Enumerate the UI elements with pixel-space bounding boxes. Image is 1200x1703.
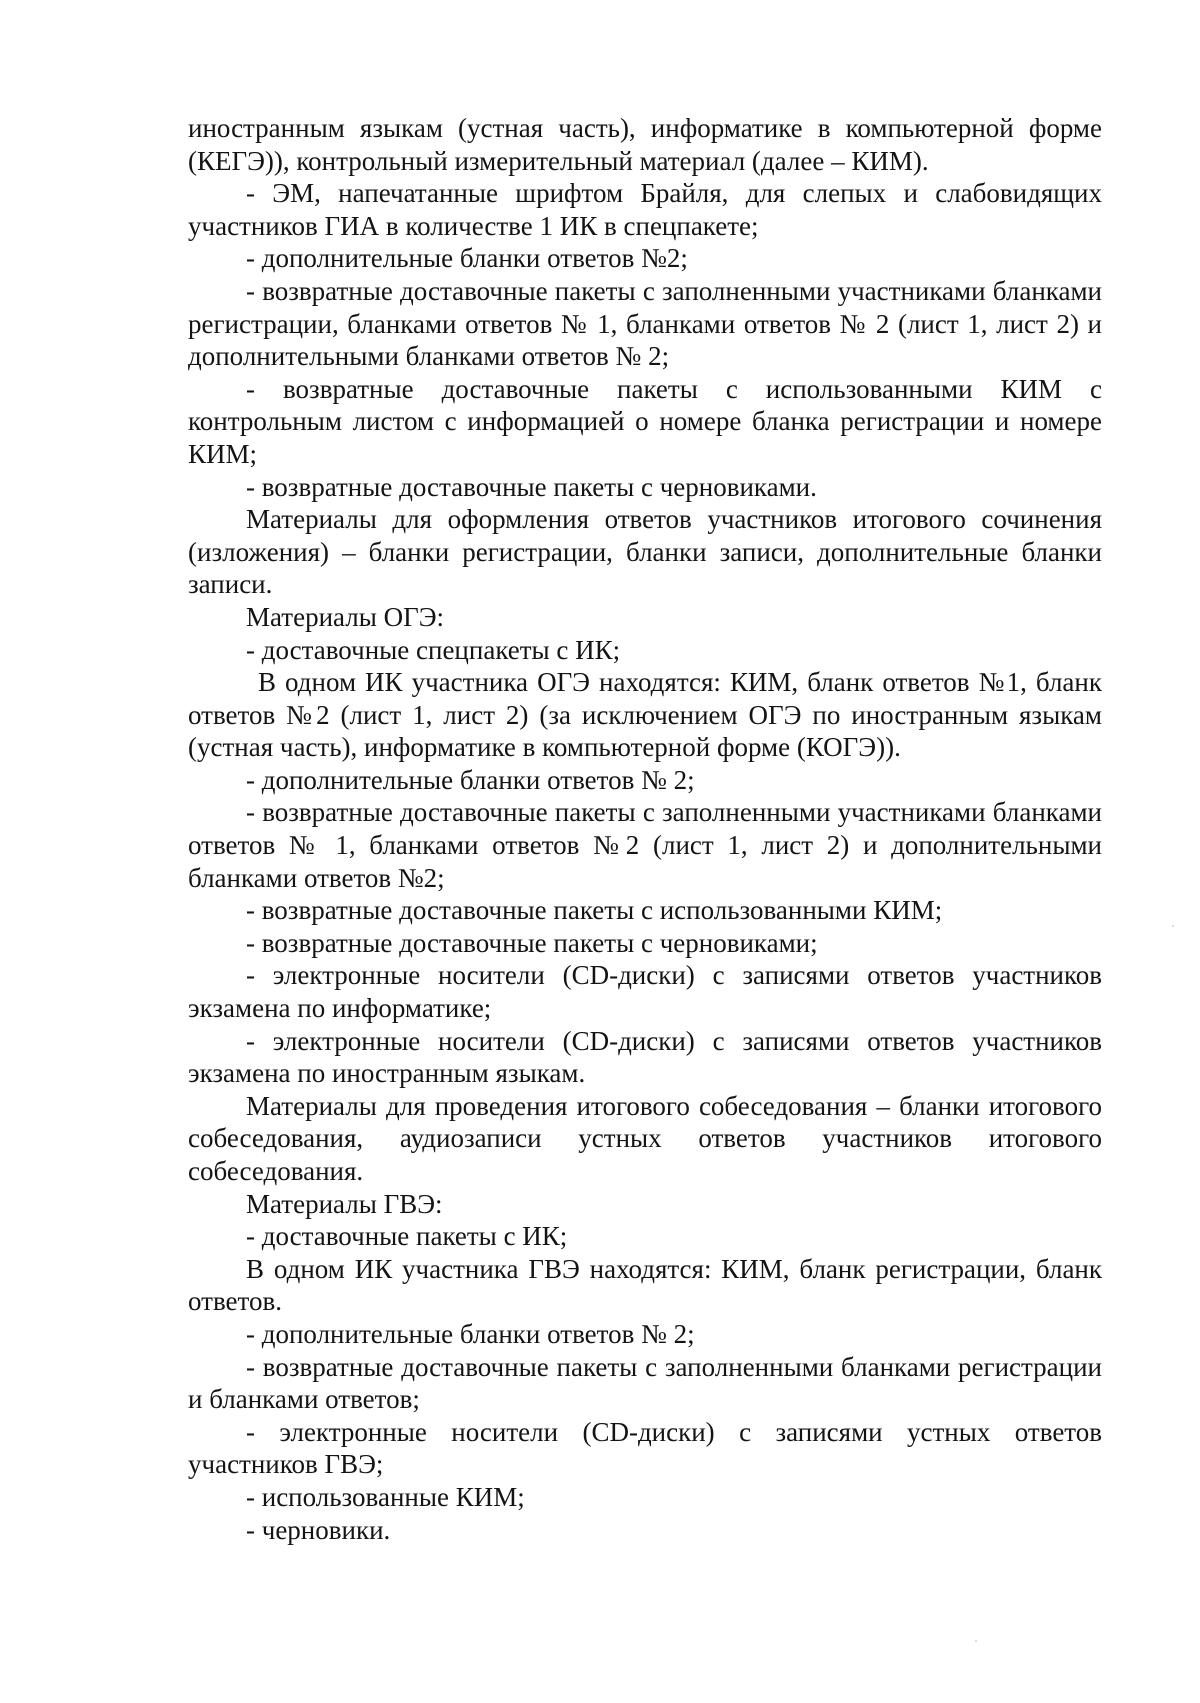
list-item-oge-return-filled: - возвратные доставочные пакеты с заполненными участниками бланками ответов № 1, бланками ответов №2 (лист 1, лист 2) и дополнительными бланками ответов №2;: [188, 797, 1102, 893]
paragraph-essay-materials: Материалы для оформления ответов участников итогового сочинения (изложения) – бланки регистрации, бланки записи, дополнительные бланки записи.: [188, 504, 1102, 600]
list-item-return-packets-filled: - возвратные доставочные пакеты с заполненными участниками бланками регистрации, бланками ответов № 1, бланками ответов № 2 (лист 1, лист 2) и дополнительными бланками ответов № 2;: [188, 275, 1102, 372]
paragraph-gve-ik-contents: В одном ИК участника ГВЭ находятся: КИМ, бланк регистрации, бланк ответов.: [188, 1253, 1102, 1317]
list-item-return-packets-drafts: - возвратные доставочные пакеты с черновиками.: [246, 471, 817, 502]
document-page: [188, 112, 1102, 1546]
list-item-drafts: - черновики.: [246, 1514, 391, 1545]
list-item-gve-return-filled: - возвратные доставочные пакеты с заполненными бланками регистрации и бланками ответов;: [188, 1351, 1102, 1415]
list-item-braille: - ЭМ, напечатанные шрифтом Брайля, для слепых и слабовидящих участников ГИА в количестве 1 ИК в спецпакете;: [188, 178, 1102, 241]
paragraph-interview-materials: Материалы для проведения итогового собеседования – бланки итогового собеседования, аудиозаписи устных ответов участников итогового собеседования.: [188, 1090, 1102, 1186]
list-item-gve-delivery: - доставочные пакеты с ИК;: [246, 1221, 568, 1252]
list-item-oge-return-drafts: - возвратные доставочные пакеты с черновиками;: [246, 927, 818, 958]
list-item-oge-return-kim: - возвратные доставочные пакеты с использованными КИМ;: [246, 895, 943, 926]
list-item-additional-forms: - дополнительные бланки ответов №2;: [246, 243, 688, 274]
paragraph-continuation: иностранным языкам (устная часть), информатике в компьютерной форме (КЕГЭ)), контрольный измерительный материал (далее – КИМ).: [188, 113, 1102, 176]
list-item-gve-additional-forms: - дополнительные бланки ответов № 2;: [246, 1318, 695, 1349]
list-item-used-kim: - использованные КИМ;: [246, 1481, 525, 1512]
list-item-oge-additional-forms: - дополнительные бланки ответов № 2;: [246, 764, 695, 795]
list-item-oge-delivery: - доставочные спецпакеты с ИК;: [246, 634, 621, 665]
scan-speck: [1172, 925, 1174, 927]
heading-gve-materials: Материалы ГВЭ:: [246, 1188, 443, 1219]
list-item-cd-informatics: - электронные носители (CD-диски) с записями ответов участников экзамена по информатике;: [188, 960, 1102, 1024]
paragraph-oge-ik-contents: В одном ИК участника ОГЭ находятся: КИМ, бланк ответов №1, бланк ответов №2 (лист 1, лист 2) (за исключением ОГЭ по иностранным языкам (устная часть), информатике в компьютерной форме (КОГЭ)).: [188, 667, 1102, 763]
list-item-cd-languages: - электронные носители (CD-диски) с записями ответов участников экзамена по иностранным языкам.: [188, 1025, 1102, 1089]
heading-oge-materials: Материалы ОГЭ:: [246, 601, 445, 632]
list-item-gve-cd: - электронные носители (CD-диски) с записями устных ответов участников ГВЭ;: [188, 1416, 1102, 1480]
scan-speck: [975, 1640, 977, 1642]
list-item-return-packets-kim: - возвратные доставочные пакеты с использованными КИМ с контрольным листом с информацией о номере бланка регистрации и номере КИМ;: [188, 373, 1102, 469]
